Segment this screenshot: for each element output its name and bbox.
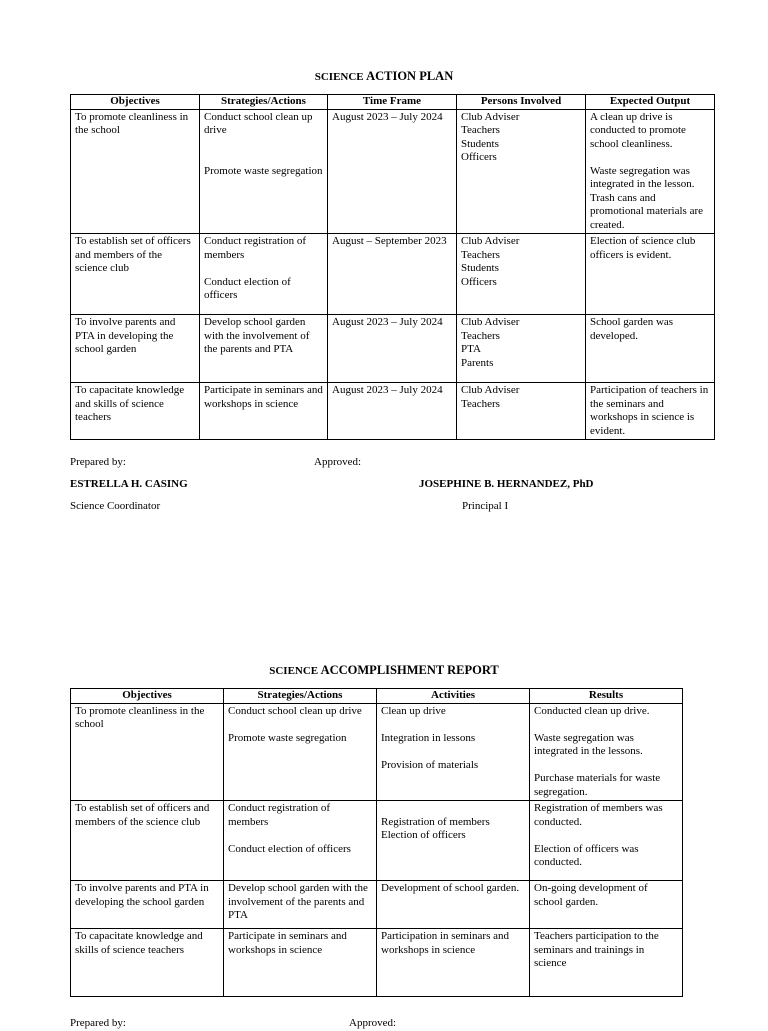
strategy-text: Promote waste segregation — [228, 731, 347, 744]
time-frame-cell: August – September 2023 — [328, 234, 457, 315]
preparer-name: ESTRELLA H. CASING — [70, 478, 188, 490]
strategy-cell: Participate in seminars and workshops in science — [224, 929, 377, 997]
report-title-main: ACCOMPLISHMENT REPORT — [320, 663, 499, 677]
activity-item: Clean up drive — [381, 704, 446, 717]
column-header: Objectives — [71, 689, 224, 704]
strategy-cell: Participate in seminars and workshops in science — [200, 383, 328, 440]
approver-name: JOSEPHINE B. HERNANDEZ, PhD — [419, 478, 594, 490]
table-row — [71, 315, 715, 383]
column-header: Strategies/Actions — [224, 689, 377, 704]
table-row — [71, 881, 683, 929]
table-header-row — [71, 689, 683, 704]
objective-cell: To capacitate knowledge and skills of science teachers — [71, 383, 200, 440]
activity-item: Integration in lessons — [381, 731, 476, 744]
person-item: Teachers — [461, 124, 500, 136]
strategy-cell: Develop school garden with the involvement of the parents and PTA — [200, 315, 328, 383]
column-header: Time Frame — [328, 95, 457, 110]
person-item: Parents — [461, 356, 494, 369]
expected-output-cell: Election of science club officers is evident. — [586, 234, 715, 315]
persons-cell — [457, 234, 586, 315]
strategy-text: Conduct registration of members — [228, 802, 331, 828]
results-cell: On-going development of school garden. — [530, 881, 683, 929]
objective-cell: To involve parents and PTA in developing the school garden — [71, 315, 200, 383]
objective-cell: To establish set of officers and members of the science club — [71, 234, 200, 315]
time-frame-cell: August 2023 – July 2024 — [328, 383, 457, 440]
column-header: Expected Output — [586, 95, 715, 110]
result-item: Conducted clean up drive. — [534, 704, 650, 717]
strategy-text: Conduct school clean up drive — [204, 110, 313, 136]
strategy-cell — [200, 234, 328, 315]
person-item: Officers — [461, 275, 497, 288]
strategy-text: Conduct election of officers — [204, 275, 291, 301]
result-item: Waste segregation was integrated in the lessons. — [534, 731, 643, 757]
strategy-text: Conduct registration of members — [204, 235, 307, 261]
expected-output-cell — [586, 109, 715, 234]
column-header: Results — [530, 689, 683, 704]
approver-title: Principal I — [462, 500, 509, 512]
activities-cell: Participation in seminars and workshops in science — [377, 929, 530, 997]
results-cell: Teachers participation to the seminars and trainings in science — [530, 929, 683, 997]
table-header-row — [71, 95, 715, 110]
table-row — [71, 703, 683, 801]
time-frame-cell: August 2023 – July 2024 — [328, 109, 457, 234]
expected-output-cell: Participation of teachers in the seminars and workshops in science is evident. — [586, 383, 715, 440]
table-row — [71, 929, 683, 997]
person-item: Club Adviser — [461, 316, 520, 328]
person-item: Teachers — [461, 248, 500, 261]
output-text: A clean up drive is conducted to promote school cleanliness. — [590, 110, 686, 150]
activities-cell — [377, 703, 530, 801]
column-header: Persons Involved — [457, 95, 586, 110]
objective-cell: To promote cleanliness in the school — [71, 703, 224, 801]
result-item: Purchase materials for waste segregation. — [534, 772, 661, 798]
person-item: PTA — [461, 343, 481, 355]
approved-label: Approved: — [314, 456, 362, 468]
strategy-text: Promote waste segregation — [204, 164, 323, 177]
person-item: Students — [461, 137, 499, 150]
column-header: Activities — [377, 689, 530, 704]
accomplishment-report-table — [70, 688, 683, 997]
person-item: Students — [461, 262, 499, 274]
person-item: Club Adviser — [461, 384, 520, 396]
table-row — [71, 383, 715, 440]
persons-cell — [457, 109, 586, 234]
strategy-cell — [224, 703, 377, 801]
objective-cell: To establish set of officers and members of the science club — [71, 801, 224, 881]
persons-cell — [457, 383, 586, 440]
report-approved-label: Approved: — [349, 1017, 397, 1029]
time-frame-cell: August 2023 – July 2024 — [328, 315, 457, 383]
expected-output-cell: School garden was developed. — [586, 315, 715, 383]
strategy-cell — [224, 801, 377, 881]
accomplishment-report-title — [0, 664, 768, 679]
activities-cell — [377, 801, 530, 881]
strategy-cell — [200, 109, 328, 234]
table-row — [71, 234, 715, 315]
result-item: Registration of members was conducted. — [534, 802, 663, 828]
report-title-prefix: SCIENCE — [269, 665, 319, 677]
objective-cell: To capacitate knowledge and skills of science teachers — [71, 929, 224, 997]
table-row — [71, 109, 715, 234]
table-row — [71, 801, 683, 881]
column-header: Strategies/Actions — [200, 95, 328, 110]
prepared-by-label: Prepared by: — [70, 456, 126, 468]
persons-cell — [457, 315, 586, 383]
output-text: Waste segregation was integrated in the lesson. Trash cans and promotional materials are created. — [590, 164, 704, 231]
action-plan-table — [70, 94, 715, 440]
person-item: Teachers — [461, 397, 500, 410]
objective-cell: To involve parents and PTA in developing the school garden — [71, 881, 224, 929]
preparer-title: Science Coordinator — [70, 500, 161, 512]
strategy-text: Conduct school clean up drive — [228, 704, 362, 717]
person-item: Club Adviser — [461, 235, 520, 247]
person-item: Club Adviser — [461, 110, 520, 123]
person-item: Teachers — [461, 329, 500, 342]
person-item: Officers — [461, 151, 497, 163]
strategy-text: Conduct election of officers — [228, 842, 351, 855]
action-plan-title-prefix: SCIENCE — [314, 71, 364, 83]
report-prepared-by-label: Prepared by: — [70, 1017, 126, 1029]
results-cell — [530, 801, 683, 881]
result-item: Election of officers was conducted. — [534, 842, 639, 868]
objective-cell: To promote cleanliness in the school — [71, 109, 200, 234]
strategy-cell: Develop school garden with the involvement of the parents and PTA — [224, 881, 377, 929]
activity-item: Provision of materials — [381, 758, 479, 771]
results-cell — [530, 703, 683, 801]
action-plan-title-main: ACTION PLAN — [366, 69, 454, 83]
column-header: Objectives — [71, 95, 200, 110]
activity-item: Election of officers — [381, 829, 466, 841]
action-plan-title — [0, 70, 768, 85]
activities-cell: Development of school garden. — [377, 881, 530, 929]
activity-item: Registration of members — [381, 815, 490, 828]
